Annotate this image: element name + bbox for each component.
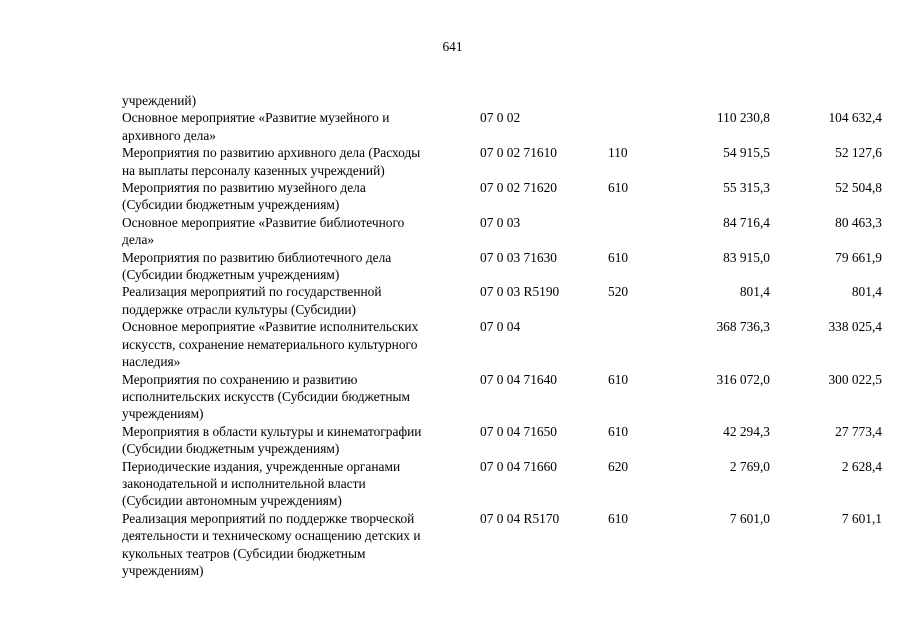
row-description xyxy=(122,283,480,318)
row-code: 07 0 03 71630 xyxy=(480,249,557,265)
table-row xyxy=(122,458,882,510)
row-value-1: 54 915,5 xyxy=(723,145,770,161)
row-code: 07 0 04 71640 xyxy=(480,371,557,387)
row-expense-type: 520 xyxy=(608,284,629,300)
description-line: Основное мероприятие «Развитие библиотечного xyxy=(122,214,405,230)
description-line: архивного дела» xyxy=(122,127,216,143)
row-code: 07 0 03 xyxy=(480,214,521,230)
table-row xyxy=(122,249,882,284)
row-value-2 xyxy=(770,92,882,109)
description-line: Мероприятия по развитию музейного дела xyxy=(122,180,366,196)
table-row xyxy=(122,179,882,214)
description-line: законодательной и исполнительной власти xyxy=(122,475,366,491)
description-line: Мероприятия по развитию архивного дела (Расходы xyxy=(122,145,421,161)
row-value-2: 2 628,4 xyxy=(841,458,882,474)
table-row xyxy=(122,318,882,370)
row-code: 07 0 04 71660 xyxy=(480,458,557,474)
row-expense-type: 610 xyxy=(608,180,629,196)
row-code: 07 0 04 xyxy=(480,319,521,335)
row-expense-type: 610 xyxy=(608,510,629,526)
row-description xyxy=(122,318,480,370)
description-line: искусств, сохранение нематериального культурного xyxy=(122,336,418,352)
description-line: Мероприятия в области культуры и кинематографии xyxy=(122,423,422,439)
row-expense-type xyxy=(608,318,670,370)
row-value-1: 83 915,0 xyxy=(723,249,770,265)
description-line: (Субсидии автономным учреждениям) xyxy=(122,493,342,509)
table-row xyxy=(122,214,882,249)
table-row xyxy=(122,423,882,458)
row-description xyxy=(122,249,480,284)
table-row xyxy=(122,371,882,423)
table-body xyxy=(122,92,882,579)
page-number: 641 xyxy=(442,39,463,54)
row-description xyxy=(122,144,480,179)
row-code: 07 0 04 71650 xyxy=(480,423,557,439)
table-row xyxy=(122,109,882,144)
row-value-2: 79 661,9 xyxy=(835,249,882,265)
row-description xyxy=(122,179,480,214)
row-value-2: 52 504,8 xyxy=(835,180,882,196)
description-line: Основное мероприятие «Развитие исполнительских xyxy=(122,319,419,335)
row-value-1: 84 716,4 xyxy=(723,214,770,230)
row-value-2: 7 601,1 xyxy=(841,510,882,526)
row-description xyxy=(122,109,480,144)
row-value-2: 104 632,4 xyxy=(828,110,882,126)
row-value-1: 801,4 xyxy=(739,284,770,300)
description-line: учреждениям) xyxy=(122,562,204,578)
row-code: 07 0 03 R5190 xyxy=(480,284,560,300)
row-code: 07 0 04 R5170 xyxy=(480,510,560,526)
row-description xyxy=(122,214,480,249)
row-value-2: 27 773,4 xyxy=(835,423,882,439)
description-line: Реализация мероприятий по государственной xyxy=(122,284,382,300)
description-line: на выплаты персоналу казенных учреждений) xyxy=(122,162,385,178)
description-line: исполнительских искусств (Субсидии бюджетным xyxy=(122,388,411,404)
description-line: Реализация мероприятий по поддержке творческой xyxy=(122,510,415,526)
row-value-2: 338 025,4 xyxy=(828,319,882,335)
row-value-1: 42 294,3 xyxy=(723,423,770,439)
description-line: кукольных театров (Субсидии бюджетным xyxy=(122,545,366,561)
description-line: деятельности и техническому оснащению детских и xyxy=(122,528,421,544)
table-row xyxy=(122,283,882,318)
row-value-1: 368 736,3 xyxy=(716,319,770,335)
table-row xyxy=(122,144,882,179)
row-description xyxy=(122,510,480,580)
description-line: (Субсидии бюджетным учреждениям) xyxy=(122,441,340,457)
description-line: Мероприятия по сохранению и развитию xyxy=(122,371,358,387)
row-expense-type: 620 xyxy=(608,458,629,474)
row-code: 07 0 02 71620 xyxy=(480,180,557,196)
row-value-1 xyxy=(670,92,770,109)
row-description xyxy=(122,423,480,458)
description-line: наследия» xyxy=(122,354,181,370)
row-expense-type xyxy=(608,92,670,109)
row-code xyxy=(480,92,608,109)
row-description xyxy=(122,458,480,510)
row-expense-type: 610 xyxy=(608,423,629,439)
row-code: 07 0 02 71610 xyxy=(480,145,557,161)
row-expense-type xyxy=(608,109,670,144)
row-description xyxy=(122,371,480,423)
description-line: Мероприятия по развитию библиотечного дела xyxy=(122,249,392,265)
row-description xyxy=(122,92,480,109)
description-line: учреждений) xyxy=(122,93,197,108)
description-line: дела» xyxy=(122,232,155,248)
row-value-1: 7 601,0 xyxy=(729,510,770,526)
row-expense-type xyxy=(608,214,670,249)
description-line: (Субсидии бюджетным учреждениям) xyxy=(122,197,340,213)
row-expense-type: 110 xyxy=(608,145,628,161)
description-line: Основное мероприятие «Развитие музейного и xyxy=(122,110,390,126)
description-line: (Субсидии бюджетным учреждениям) xyxy=(122,267,340,283)
table-row xyxy=(122,92,882,109)
row-value-1: 110 230,8 xyxy=(716,110,770,126)
description-line: Периодические издания, учрежденные органами xyxy=(122,458,401,474)
table-row xyxy=(122,510,882,580)
row-value-2: 801,4 xyxy=(851,284,882,300)
description-line: учреждениям) xyxy=(122,406,204,422)
row-value-1: 316 072,0 xyxy=(716,371,770,387)
row-expense-type: 610 xyxy=(608,249,629,265)
row-code: 07 0 02 xyxy=(480,110,521,126)
row-value-2: 300 022,5 xyxy=(828,371,882,387)
row-value-2: 80 463,3 xyxy=(835,214,882,230)
budget-table xyxy=(122,92,882,579)
row-value-1: 2 769,0 xyxy=(729,458,770,474)
row-value-2: 52 127,6 xyxy=(835,145,882,161)
row-expense-type: 610 xyxy=(608,371,629,387)
description-line: поддержке отрасли культуры (Субсидии) xyxy=(122,301,356,317)
row-value-1: 55 315,3 xyxy=(723,180,770,196)
